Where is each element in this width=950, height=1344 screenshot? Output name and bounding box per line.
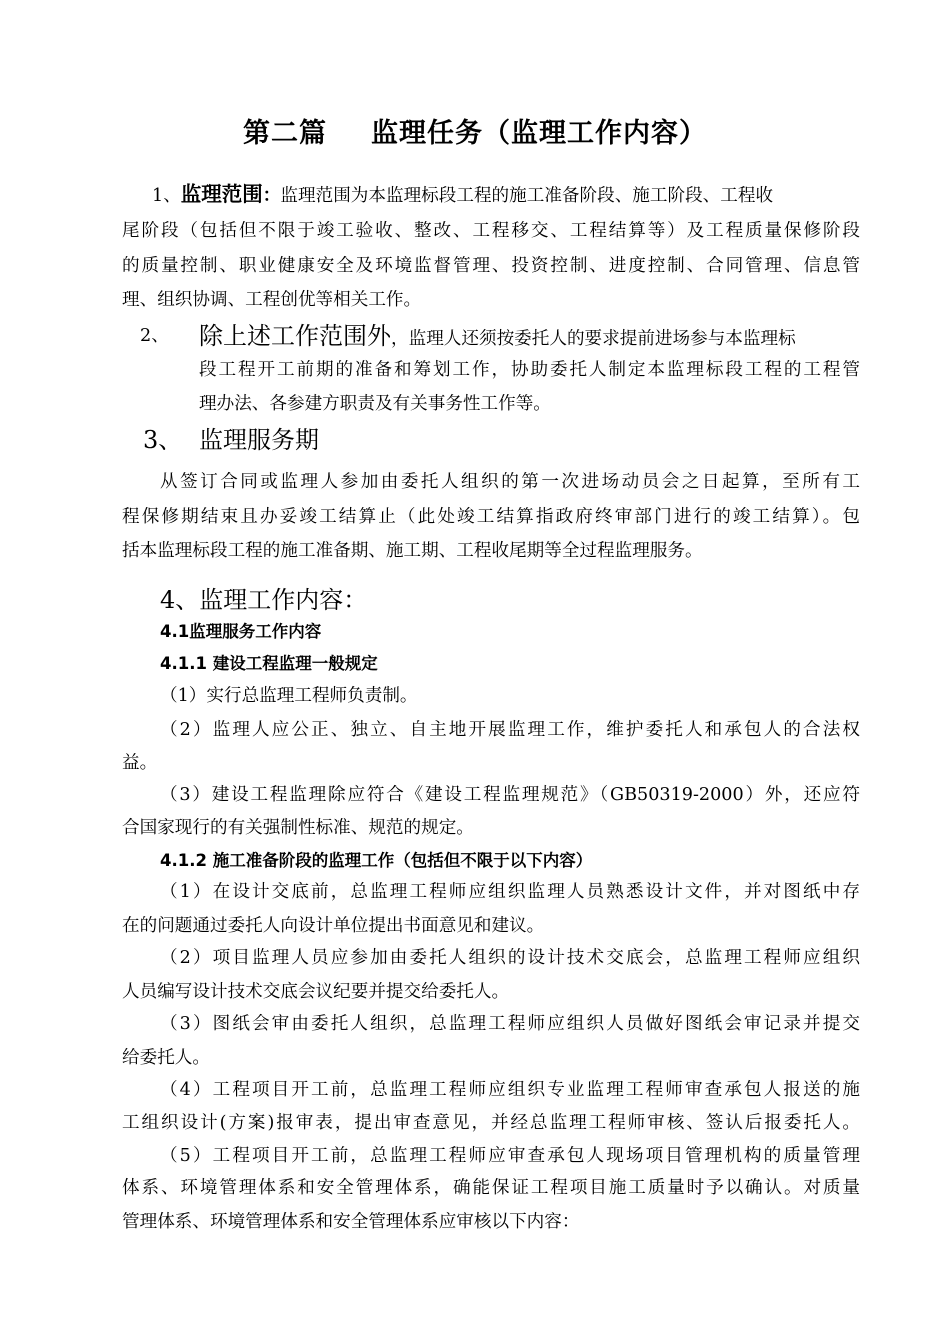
sec1-number: 1、 — [152, 186, 181, 206]
item-4-1-1-1: （1）实行总监理工程师负责制。 — [160, 686, 418, 706]
sec3-line-1: 从签订合同或监理人参加由委托人组织的第一次进场动员会之日起算，至所有工 — [160, 472, 860, 492]
item-4-1-1-3-line-1: （3）建设工程监理除应符合《建设工程监理规范》（GB50319-2000）外，还应符 — [160, 785, 860, 805]
sec2-heading: 除上述工作范围外 — [199, 322, 391, 350]
item-4-1-2-3-line-1: （3）图纸会审由委托人组织，总监理工程师应组织人员做好图纸会审记录并提交 — [160, 1014, 860, 1034]
sec1-colon: ： — [262, 185, 281, 206]
sec4-heading: 4、监理工作内容： — [160, 586, 368, 614]
item-4-1-2-3-line-2: 给委托人。 — [122, 1048, 210, 1068]
item-4-1-2-4-line-1: （4）工程项目开工前，总监理工程师应组织专业监理工程师审查承包人报送的施 — [160, 1080, 860, 1100]
item-4-1-1-2-line-2: 益。 — [122, 753, 158, 773]
sec1-line-1 — [152, 176, 773, 214]
item-4-1-2-2-line-2: 人员编写设计技术交底会议纪要并提交给委托人。 — [122, 982, 510, 1002]
sec3-line-2: 程保修期结束且办妥竣工结算止（此处竣工结算指政府终审部门进行的竣工结算）。包 — [122, 507, 860, 527]
sec2-line-3: 理办法、各参建方职责及有关事务性工作等。 — [199, 394, 551, 414]
item-4-1-2-1-line-1: （1）在设计交底前，总监理工程师应组织监理人员熟悉设计文件，并对图纸中存 — [160, 882, 860, 902]
sec1-line-4: 理、组织协调、工程创优等相关工作。 — [122, 290, 422, 310]
sec4-1-2-heading: 4.1.2 施工准备阶段的监理工作（包括但不限于以下内容） — [160, 851, 593, 870]
title-part: 第二篇 — [243, 118, 327, 149]
item-4-1-2-2-line-1: （2）项目监理人员应参加由委托人组织的设计技术交底会，总监理工程师应组织 — [160, 948, 860, 968]
item-4-1-2-4-line-2: 工组织设计(方案)报审表，提出审查意见，并经总监理工程师审核、签认后报委托人。 — [122, 1113, 860, 1133]
sec4-1-heading: 4.1监理服务工作内容 — [160, 622, 322, 641]
sec3-number: 3、 — [143, 426, 183, 454]
sec2-number: 2、 — [140, 326, 169, 346]
sec2-text: ，监理人还须按委托人的要求提前进场参与本监理标 — [391, 329, 796, 349]
sec1-line-3: 的质量控制、职业健康安全及环境监督管理、投资控制、进度控制、合同管理、信息管 — [122, 256, 860, 276]
sec1-text: 监理范围为本监理标段工程的施工准备阶段、施工阶段、工程收 — [280, 186, 774, 206]
item-4-1-2-5-line-1: （5）工程项目开工前，总监理工程师应审查承包人现场项目管理机构的质量管理 — [160, 1146, 860, 1166]
item-4-1-2-5-line-2: 体系、环境管理体系和安全管理体系，确能保证工程项目施工质量时予以确认。对质量 — [122, 1178, 860, 1198]
sec1-line-2: 尾阶段（包括但不限于竣工验收、整改、工程移交、工程结算等）及工程质量保修阶段 — [122, 221, 860, 241]
sec1-heading: 监理范围 — [180, 182, 263, 206]
item-4-1-2-5-line-3: 管理体系、环境管理体系和安全管理体系应审核以下内容： — [122, 1212, 580, 1232]
item-4-1-1-2-line-1: （2）监理人应公正、独立、自主地开展监理工作，维护委托人和承包人的合法权 — [160, 720, 860, 740]
sec4-1-1-heading: 4.1.1 建设工程监理一般规定 — [160, 654, 378, 673]
title-name: 监理任务（监理工作内容） — [371, 118, 707, 149]
sec3-line-3: 括本监理标段工程的施工准备期、施工期、工程收尾期等全过程监理服务。 — [122, 541, 703, 561]
sec3-heading: 监理服务期 — [199, 426, 319, 454]
item-4-1-2-1-line-2: 在的问题通过委托人向设计单位提出书面意见和建议。 — [122, 916, 545, 936]
sec2-line-2: 段工程开工前期的准备和筹划工作，协助委托人制定本监理标段工程的工程管 — [199, 360, 860, 380]
page-title — [0, 112, 950, 156]
item-4-1-1-3-line-2: 合国家现行的有关强制性标准、规范的规定。 — [122, 818, 474, 838]
